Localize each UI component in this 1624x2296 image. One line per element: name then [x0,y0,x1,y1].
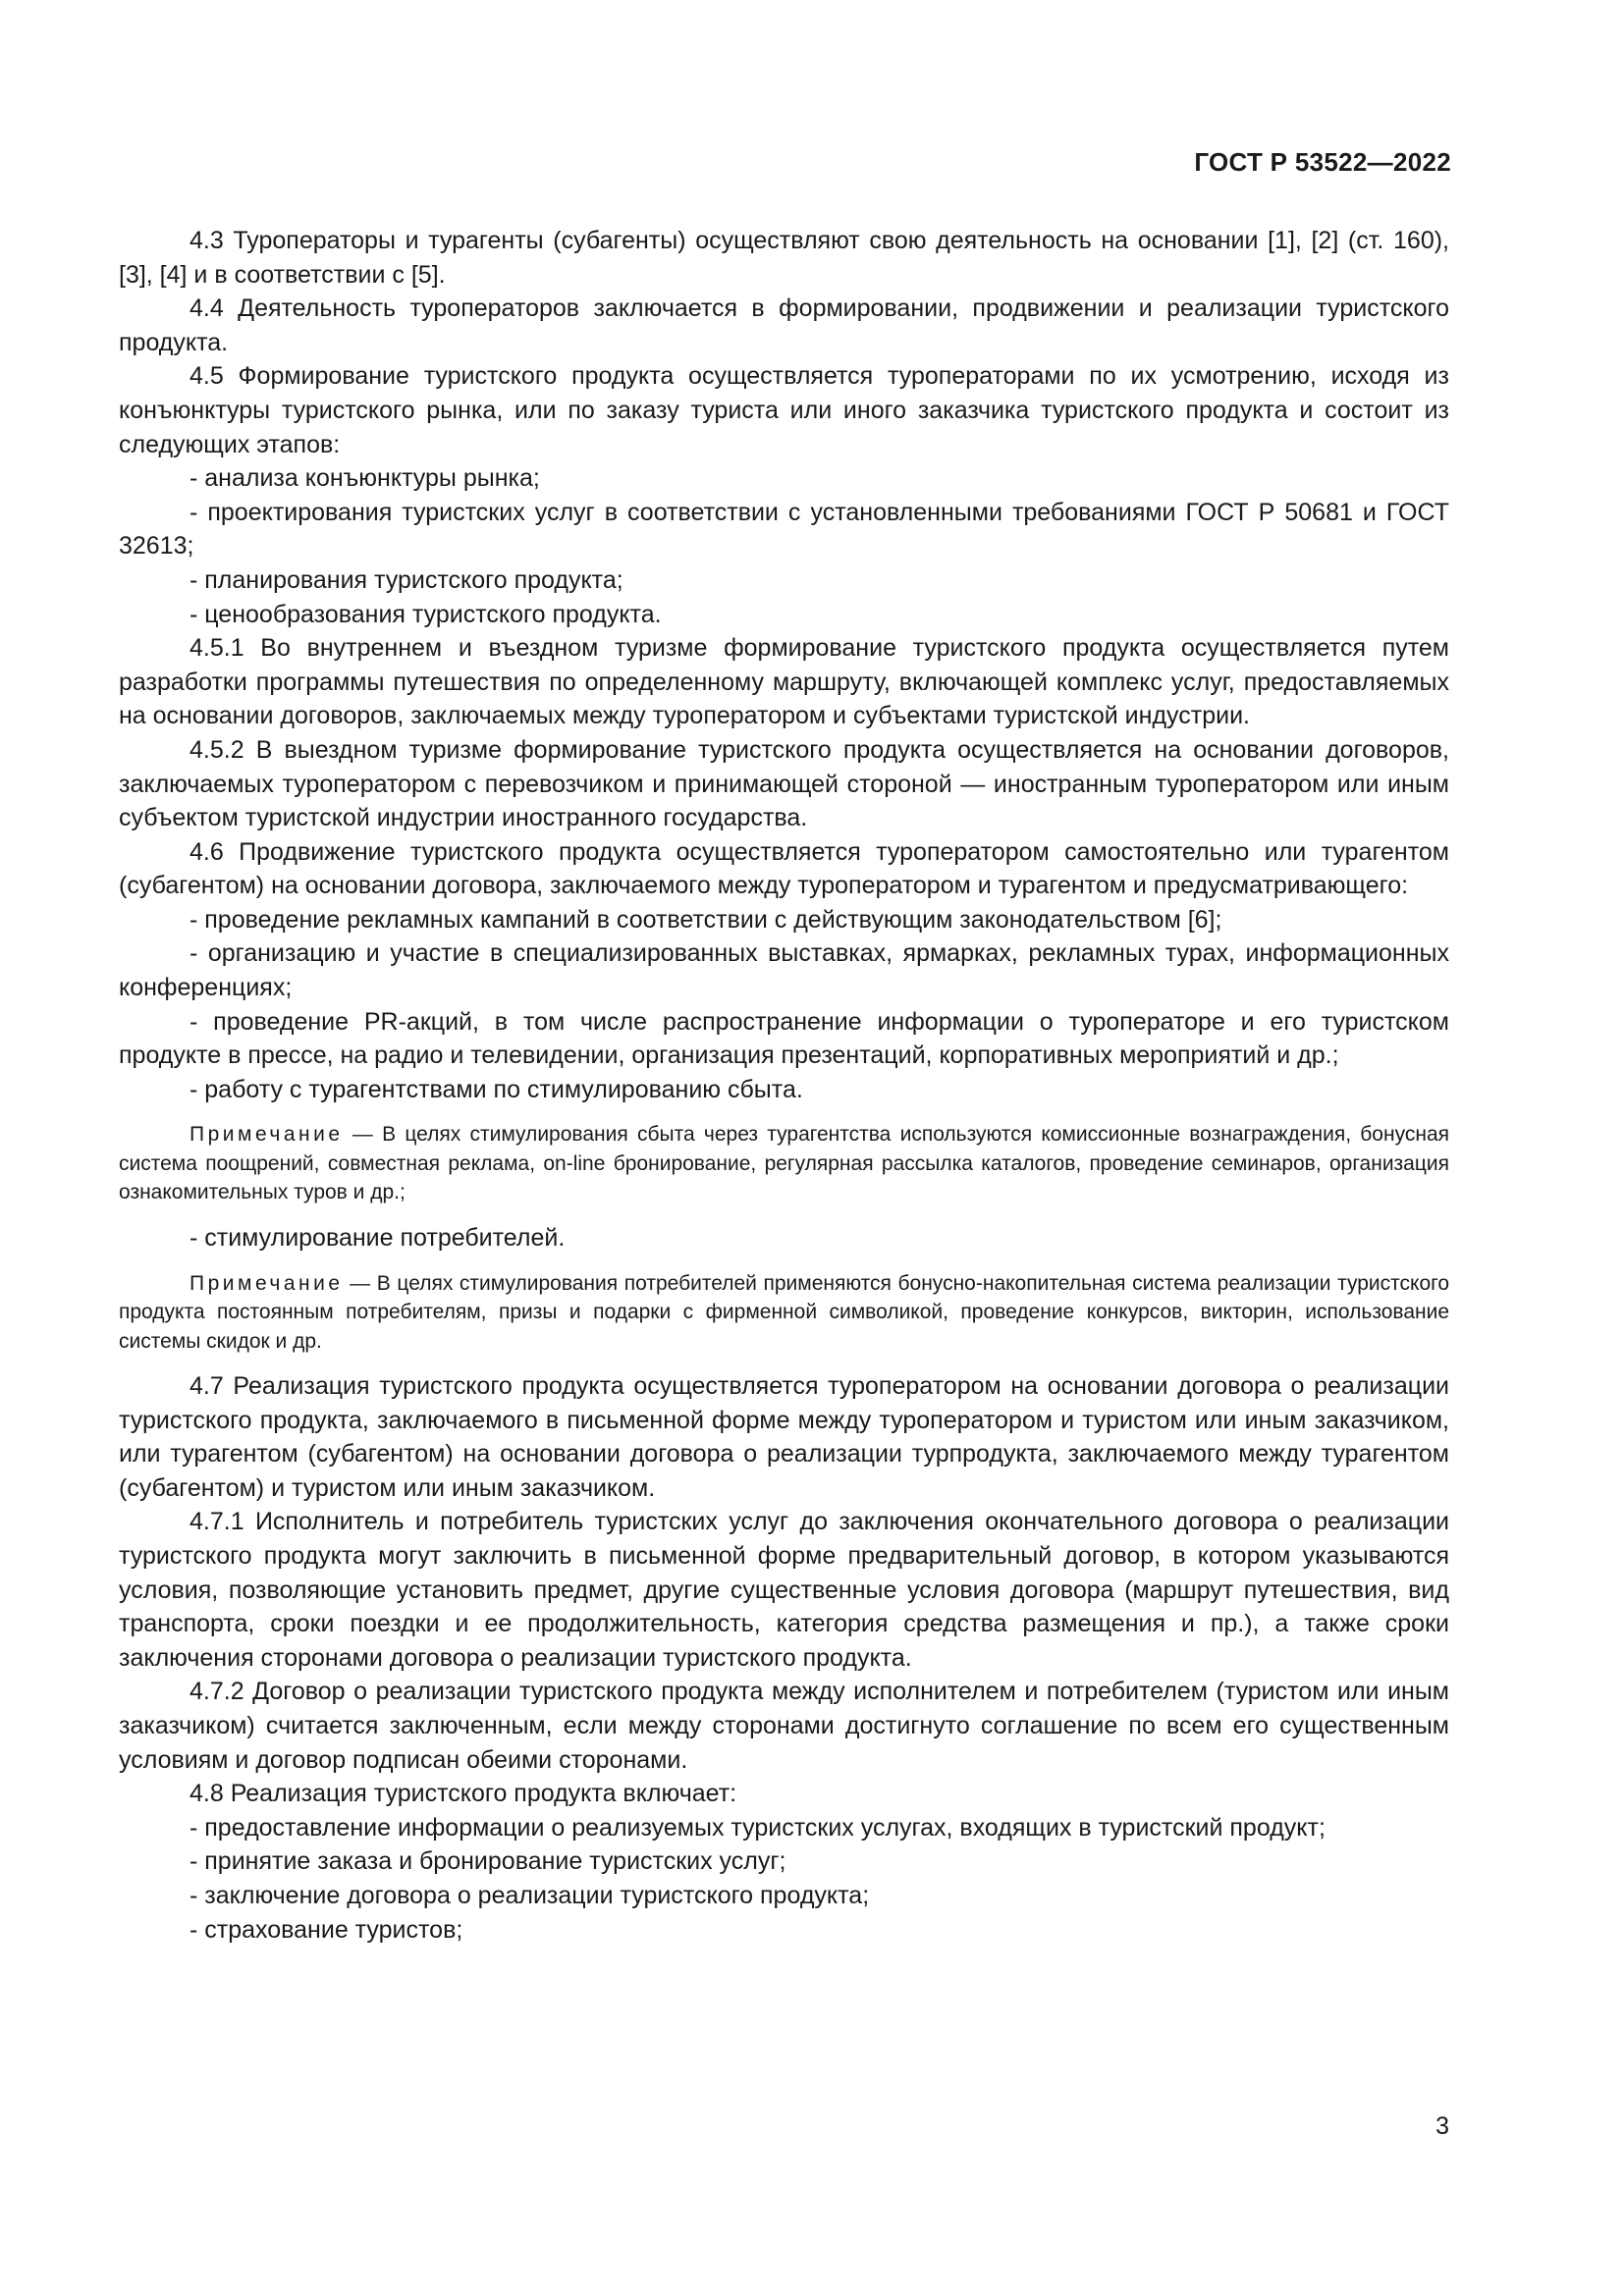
list-item: - проектирования туристских услуг в соответствии с установленными требованиями ГОСТ Р 50681 и ГОСТ 32613; [119,498,1449,561]
clause-4-5: 4.5 Формирование туристского продукта осуществляется туроператорами по их усмотрению, исходя из конъюнктуры туристского рынка, или по заказу туриста или иного заказчика туристского продукта и состоит из следующих этапов: [119,362,1449,458]
list-item: - заключение договора о реализации туристского продукта; [189,1881,870,1909]
clause-4-7-2: 4.7.2 Договор о реализации туристского продукта между исполнителем и потребителем (туристом или иным заказчиком) считается заключенным, если между сторонами достигнуто соглашение по всем его существенным условиям и договор подписан обеими сторонами. [119,1678,1449,1774]
list-item: - работу с турагентствами по стимулированию сбыта. [189,1075,803,1103]
clause-4-5-2: 4.5.2 В выездном туризме формирование туристского продукта осуществляется на основании договоров, заключаемых туроператором с перевозчиком и принимающей стороной — иностранным туроператором или иным субъектом туристской индустрии иностранного государства. [119,735,1449,832]
document-body [119,224,1449,1947]
list-item: - принятие заказа и бронирование туристских услуг; [189,1847,786,1876]
clause-4-5-1: 4.5.1 Во внутреннем и въездном туризме формирование туристского продукта осуществляется путем разработки программы путешествия по определенному маршруту, включающей комплекс услуг, предоставляемых на основании договоров, заключаемых между туроператором и субъектами туристской индустрии. [119,634,1449,730]
list-item: - предоставление информации о реализуемых туристских услугах, входящих в туристский продукт; [189,1813,1326,1842]
note-sales-stimulation [119,1120,1449,1207]
note-label: Примечание [189,1271,344,1295]
list-item: - анализа конъюнктуры рынка; [189,464,540,493]
list-item: - проведение PR-акций, в том числе распространение информации о туроператоре и его туристском продукте в прессе, на радио и телевидении, организация презентаций, корпоративных мероприятий и др.; [119,1007,1449,1070]
clause-4-8: 4.8 Реализация туристского продукта включает: [189,1780,737,1808]
list-item: - планирования туристского продукта; [189,565,623,594]
list-item: - стимулирование потребителей. [189,1223,566,1252]
page-number: 3 [1435,2112,1449,2140]
note-label: Примечание [189,1123,344,1147]
note-text: — В целях стимулирования сбыта через турагентства используются комиссионные вознаграждения, бонусная система поощрений, совместная реклама, on-line бронирование, регулярная рассылка каталогов, проведение семинаров, организация ознакомительных туров и др.; [119,1123,1449,1204]
clause-4-7: 4.7 Реализация туристского продукта осуществляется туроператором на основании договора о реализации туристского продукта, заключаемого в письменной форме между туроператором и туристом или иным заказчиком, или турагентом (субагентом) на основании договора о реализации турпродукта, заключаемого между турагентом (субагентом) и туристом или иным заказчиком. [119,1372,1449,1502]
clause-4-7-1: 4.7.1 Исполнитель и потребитель туристских услуг до заключения окончательного договора о реализации туристского продукта могут заключить в письменной форме предварительный договор, в котором указываются условия, позволяющие установить предмет, другие существенные условия договора (маршрут путешествия, вид транспорта, сроки поездки и ее продолжительность, категория средства размещения и пр.), а также сроки заключения сторонами договора о реализации туристского продукта. [119,1508,1449,1672]
clause-4-4: 4.4 Деятельность туроператоров заключается в формировании, продвижении и реализации туристского продукта. [119,294,1449,356]
note-text: — В целях стимулирования потребителей применяются бонусно-накопительная система реализации туристского продукта постоянным потребителям, призы и подарки с фирменной символикой, проведение конкурсов, викторин, использование системы скидок и др. [119,1271,1449,1353]
list-item: - проведение рекламных кампаний в соответствии с действующим законодательством [6]; [189,905,1222,934]
document-standard-id: ГОСТ Р 53522—2022 [1194,147,1451,177]
clause-4-6: 4.6 Продвижение туристского продукта осуществляется туроператором самостоятельно или турагентом (субагентом) на основании договора, заключаемого между туроператором и турагентом и предусматривающего: [119,837,1449,900]
note-consumer-stimulation [119,1269,1449,1357]
clause-4-3: 4.3 Туроператоры и турагенты (субагенты) осуществляют свою деятельность на основании [1], [2] (ст. 160), [3], [4] и в соответствии с [5]. [119,227,1449,289]
list-item: - организацию и участие в специализированных выставках, ярмарках, рекламных турах, информационных конференциях; [119,939,1449,1002]
list-item: - ценообразования туристского продукта. [189,600,662,628]
list-item: - страхование туристов; [189,1915,463,1944]
